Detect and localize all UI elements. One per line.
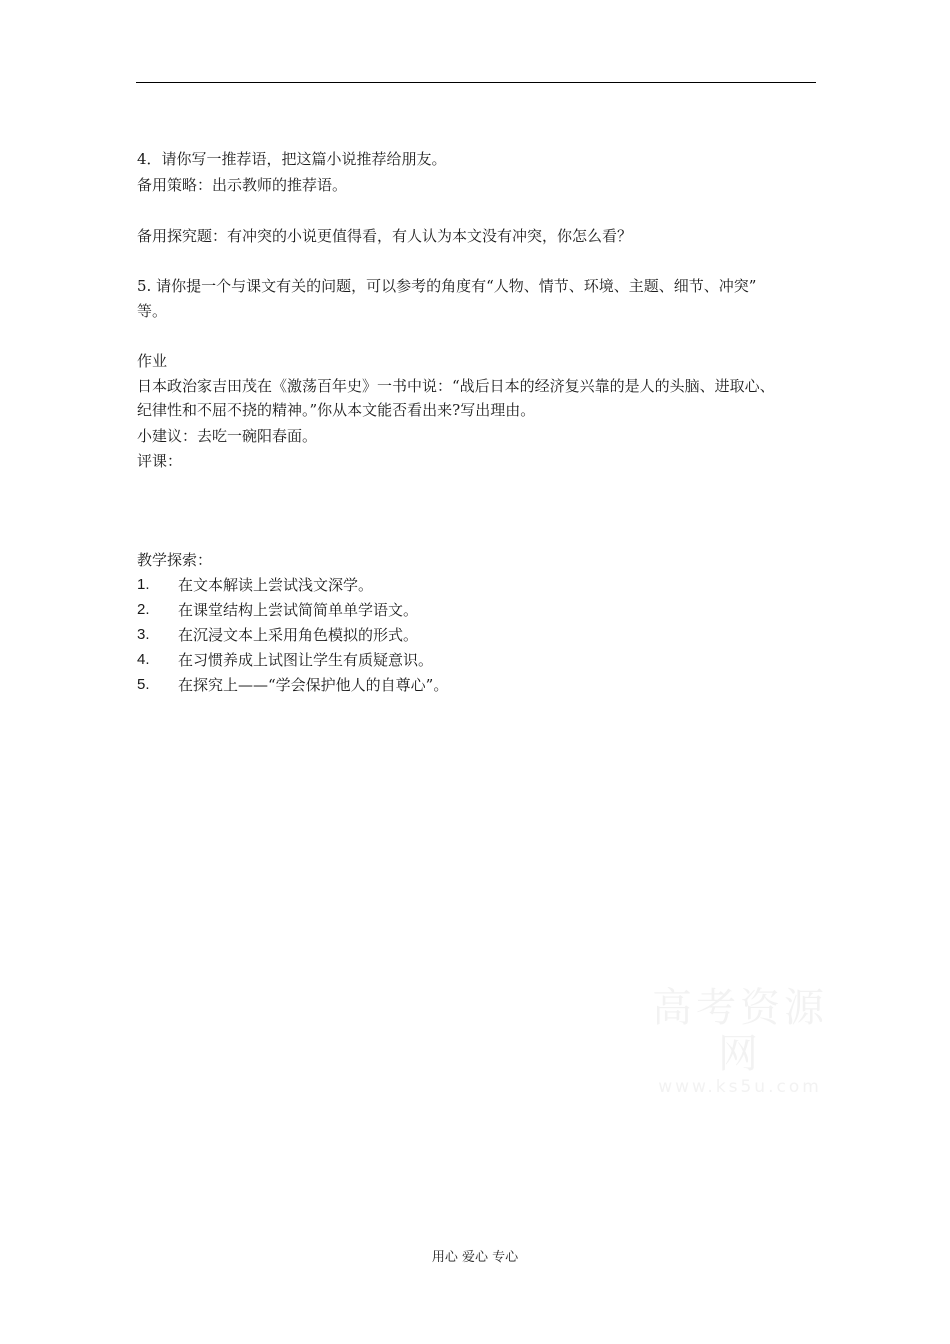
header-rule bbox=[136, 82, 816, 83]
list-item-text: 在习惯养成上试图让学生有质疑意识。 bbox=[178, 651, 434, 669]
homework-line-1: 日本政治家吉田茂在《激荡百年史》一书中说：“战后日本的经济复兴靠的是人的头脑、进取心、 bbox=[137, 377, 775, 395]
list-item-number: 1. bbox=[137, 576, 150, 593]
homework-heading: 作业 bbox=[137, 352, 168, 370]
list-item-text: 在探究上——“学会保护他人的自尊心”。 bbox=[178, 676, 449, 694]
watermark-url: www.ks5u.com bbox=[658, 1077, 822, 1097]
list-item-text: 在沉浸文本上采用角色模拟的形式。 bbox=[178, 626, 419, 644]
list-item bbox=[137, 575, 373, 595]
homework-suggestion: 小建议：去吃一碗阳春面。 bbox=[137, 427, 318, 445]
question-4: 4．请你写一推荐语，把这篇小说推荐给朋友。 bbox=[137, 150, 447, 168]
list-item-text: 在文本解读上尝试浅文深学。 bbox=[178, 576, 374, 594]
list-item-number: 2. bbox=[137, 601, 150, 618]
list-item-number: 4. bbox=[137, 651, 150, 668]
question-5-line-1: 5. 请你提一个与课文有关的问题，可以参考的角度有“人物、情节、环境、主题、细节、冲突” bbox=[137, 277, 757, 295]
lesson-review-label: 评课： bbox=[137, 452, 183, 470]
question-4-backup-strategy: 备用策略：出示教师的推荐语。 bbox=[137, 176, 348, 194]
page-footer: 用心 爱心 专心 bbox=[431, 1250, 519, 1265]
list-item bbox=[137, 600, 418, 620]
watermark-name: 高考资源网 bbox=[652, 985, 828, 1077]
list-item bbox=[137, 650, 433, 670]
list-item-number: 5. bbox=[137, 676, 150, 693]
backup-inquiry-question: 备用探究题：有冲突的小说更值得看，有人认为本文没有冲突，你怎么看？ bbox=[137, 227, 633, 245]
list-item bbox=[137, 625, 418, 645]
teaching-exploration-heading: 教学探索： bbox=[137, 551, 213, 569]
watermark bbox=[640, 985, 840, 1097]
list-item-number: 3. bbox=[137, 626, 150, 643]
list-item-text: 在课堂结构上尝试简简单单学语文。 bbox=[178, 601, 419, 619]
homework-line-2: 纪律性和不屈不挠的精神。”你从本文能否看出来?写出理由。 bbox=[137, 401, 536, 419]
question-5-line-2: 等。 bbox=[137, 302, 168, 320]
list-item bbox=[137, 675, 448, 695]
